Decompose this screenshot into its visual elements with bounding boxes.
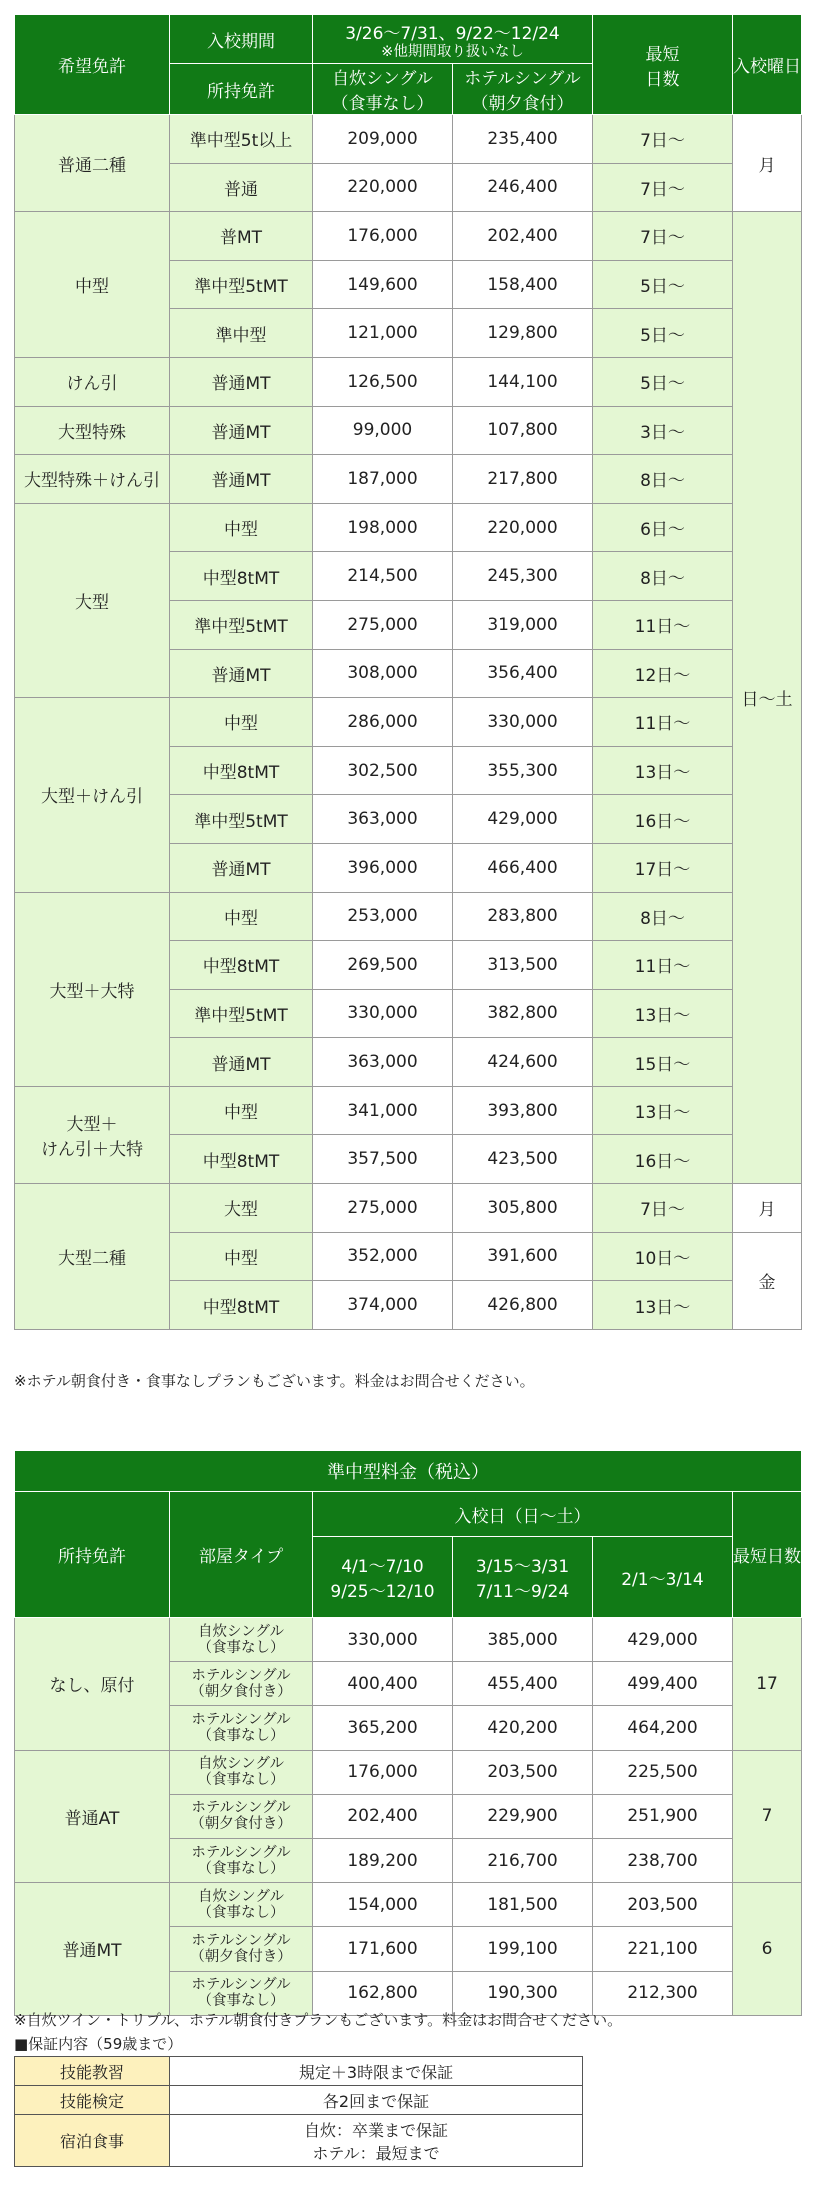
guarantee-value — [170, 2115, 583, 2167]
price-period-3: 464,200 — [593, 1706, 733, 1750]
price-period-1: 330,000 — [313, 1618, 453, 1662]
header-room-type: 部屋タイプ — [170, 1492, 313, 1618]
group-cell: 大型＋大特 — [15, 892, 170, 1086]
min-days-cell: 17日～ — [593, 843, 733, 892]
price-self-catering: 253,000 — [313, 892, 453, 941]
period1-line1: 4/1～7/10 — [341, 1557, 424, 1577]
header-period-2 — [453, 1537, 593, 1618]
held-license-cell: 準中型5t以上 — [170, 115, 313, 164]
entry-period-note: ※他期間取り扱いなし — [381, 43, 524, 60]
entry-day-cell: 日～土 — [733, 212, 802, 1184]
price-self-catering: 209,000 — [313, 115, 453, 164]
group-cell: 大型特殊 — [15, 406, 170, 455]
min-days-cell: 10日～ — [593, 1232, 733, 1281]
price-hotel: 313,500 — [453, 941, 593, 990]
price-hotel: 246,400 — [453, 163, 593, 212]
group-cell: けん引 — [15, 357, 170, 406]
price-self-catering: 176,000 — [313, 212, 453, 261]
group-cell — [15, 1086, 170, 1183]
price-self-catering: 121,000 — [313, 309, 453, 358]
period2-line1: 3/15～3/31 — [475, 1557, 570, 1577]
guarantee-table — [14, 2056, 583, 2167]
room-type-cell — [170, 1927, 313, 1971]
held-license-cell: 中型8tMT — [170, 1281, 313, 1330]
header-entry-period — [313, 15, 593, 64]
price-period-2: 181,500 — [453, 1883, 593, 1927]
price-self-catering: 149,600 — [313, 260, 453, 309]
price-hotel: 245,300 — [453, 552, 593, 601]
group-cell: 大型特殊＋けん引 — [15, 455, 170, 504]
price-period-1: 162,800 — [313, 1971, 453, 2015]
held-license-cell: 大型 — [170, 1184, 313, 1233]
plan2-line2: （朝夕食付） — [471, 94, 574, 114]
held-license-cell: 中型8tMT — [170, 552, 313, 601]
held-license-cell: 準中型5tMT — [170, 989, 313, 1038]
header-entry-day: 入校曜日 — [733, 15, 802, 115]
held-license-cell: 準中型5tMT — [170, 260, 313, 309]
header-desired-license: 希望免許 — [15, 15, 170, 115]
price-self-catering: 308,000 — [313, 649, 453, 698]
room-type-line2: （朝夕食付き） — [190, 1683, 292, 1700]
held-license-cell: 中型 — [170, 698, 313, 747]
price-period-1: 154,000 — [313, 1883, 453, 1927]
price-period-3: 499,400 — [593, 1662, 733, 1706]
price-hotel: 158,400 — [453, 260, 593, 309]
group-name-line2: けん引＋大特 — [41, 1139, 143, 1160]
price-period-3: 251,900 — [593, 1794, 733, 1838]
price-self-catering: 198,000 — [313, 503, 453, 552]
held-license-cell: 普通MT — [170, 455, 313, 504]
price-self-catering: 275,000 — [313, 600, 453, 649]
price-period-2: 203,500 — [453, 1750, 593, 1794]
table2-note: ※自炊ツイン・トリプル、ホテル朝食付きプランもございます。料金はお問合せください。 — [14, 2011, 623, 2029]
held-license-cell: 普通 — [170, 163, 313, 212]
held-license-cell: 普通MT — [170, 843, 313, 892]
room-type-line1: 自炊シングル — [198, 1623, 284, 1640]
price-hotel: 330,000 — [453, 698, 593, 747]
price-hotel: 356,400 — [453, 649, 593, 698]
min-days-cell: 7日～ — [593, 163, 733, 212]
price-self-catering: 341,000 — [313, 1086, 453, 1135]
price-hotel: 466,400 — [453, 843, 593, 892]
price-hotel: 305,800 — [453, 1184, 593, 1233]
header-period-1 — [313, 1537, 453, 1618]
group-name-line1: 大型＋ — [66, 1114, 118, 1135]
period2-line2: 7/11～9/24 — [475, 1582, 570, 1602]
price-self-catering: 99,000 — [313, 406, 453, 455]
header-period-3: 2/1～3/14 — [593, 1537, 733, 1618]
held-license-cell: 中型8tMT — [170, 746, 313, 795]
price-hotel: 319,000 — [453, 600, 593, 649]
price-period-2: 199,100 — [453, 1927, 593, 1971]
min-days-cell: 12日～ — [593, 649, 733, 698]
min-days-cell: 17 — [733, 1618, 802, 1751]
price-hotel: 391,600 — [453, 1232, 593, 1281]
held-license-group: なし、原付 — [15, 1618, 170, 1751]
min-days-cell: 11日～ — [593, 600, 733, 649]
group-cell: 普通二種 — [15, 115, 170, 212]
entry-day-cell: 金 — [733, 1232, 802, 1329]
header-min-days — [593, 15, 733, 115]
group-cell: 大型二種 — [15, 1184, 170, 1330]
price-hotel: 107,800 — [453, 406, 593, 455]
held-license-cell: 中型8tMT — [170, 1135, 313, 1184]
min-days-cell: 13日～ — [593, 1086, 733, 1135]
guarantee-label: 技能検定 — [15, 2086, 170, 2115]
price-self-catering: 187,000 — [313, 455, 453, 504]
price-period-1: 400,400 — [313, 1662, 453, 1706]
room-type-line2: （食事なし） — [197, 1860, 285, 1877]
held-license-group: 普通AT — [15, 1750, 170, 1883]
price-period-3: 225,500 — [593, 1750, 733, 1794]
price-hotel: 202,400 — [453, 212, 593, 261]
min-days-cell: 13日～ — [593, 746, 733, 795]
min-days-cell: 5日～ — [593, 357, 733, 406]
room-type-line1: ホテルシングル — [191, 1932, 291, 1949]
held-license-cell: 普通MT — [170, 357, 313, 406]
plan1-line2: （食事なし） — [331, 94, 434, 114]
min-days-cell: 11日～ — [593, 698, 733, 747]
price-hotel: 144,100 — [453, 357, 593, 406]
held-license-group: 普通MT — [15, 1883, 170, 2016]
min-days-cell: 11日～ — [593, 941, 733, 990]
header-plan-hotel — [453, 64, 593, 115]
table2-title: 準中型料金（税込） — [15, 1451, 802, 1492]
price-self-catering: 330,000 — [313, 989, 453, 1038]
price-hotel: 283,800 — [453, 892, 593, 941]
room-type-line1: ホテルシングル — [191, 1800, 291, 1817]
price-period-3: 429,000 — [593, 1618, 733, 1662]
min-days-cell: 16日～ — [593, 1135, 733, 1184]
price-self-catering: 220,000 — [313, 163, 453, 212]
semi-medium-price-table — [14, 1450, 802, 2016]
price-period-3: 238,700 — [593, 1838, 733, 1882]
guarantee-value: 規定＋3時限まで保証 — [170, 2057, 583, 2086]
header-entry-period-label: 入校期間 — [170, 15, 313, 64]
price-period-2: 420,200 — [453, 1706, 593, 1750]
price-self-catering: 352,000 — [313, 1232, 453, 1281]
min-days-cell: 7日～ — [593, 212, 733, 261]
min-days-cell: 5日～ — [593, 260, 733, 309]
held-license-cell: 準中型5tMT — [170, 795, 313, 844]
period1-line2: 9/25～12/10 — [330, 1582, 435, 1602]
price-self-catering: 396,000 — [313, 843, 453, 892]
price-period-3: 212,300 — [593, 1971, 733, 2015]
room-type-line1: ホテルシングル — [191, 1711, 291, 1728]
price-hotel: 129,800 — [453, 309, 593, 358]
min-days-cell: 16日～ — [593, 795, 733, 844]
group-cell: 中型 — [15, 212, 170, 358]
group-cell: 大型 — [15, 503, 170, 697]
room-type-cell — [170, 1618, 313, 1662]
room-type-line2: （食事なし） — [197, 1904, 285, 1921]
min-days-cell: 13日～ — [593, 989, 733, 1038]
room-type-line1: 自炊シングル — [198, 1756, 284, 1773]
price-self-catering: 363,000 — [313, 795, 453, 844]
price-self-catering: 286,000 — [313, 698, 453, 747]
room-type-cell — [170, 1971, 313, 2015]
held-license-cell: 中型 — [170, 1086, 313, 1135]
price-period-3: 221,100 — [593, 1927, 733, 1971]
price-period-2: 455,400 — [453, 1662, 593, 1706]
room-type-line1: ホテルシングル — [191, 1667, 291, 1684]
price-self-catering: 357,500 — [313, 1135, 453, 1184]
held-license-cell: 普MT — [170, 212, 313, 261]
price-hotel: 423,500 — [453, 1135, 593, 1184]
room-type-cell — [170, 1838, 313, 1882]
guarantee-label: 宿泊食事 — [15, 2115, 170, 2167]
price-self-catering: 126,500 — [313, 357, 453, 406]
price-period-3: 203,500 — [593, 1883, 733, 1927]
room-type-line2: （食事なし） — [197, 1639, 285, 1656]
min-days-line1: 最短 — [645, 44, 680, 65]
guarantee-label: 技能教習 — [15, 2057, 170, 2086]
held-license-cell: 中型8tMT — [170, 941, 313, 990]
header-entry-days: 入校日（日～土） — [313, 1492, 733, 1537]
min-days-cell: 7 — [733, 1750, 802, 1883]
guarantee-value-line1: 自炊：卒業まで保証 — [303, 2120, 448, 2140]
held-license-cell: 中型 — [170, 503, 313, 552]
min-days-cell: 6 — [733, 1883, 802, 2016]
room-type-line2: （食事なし） — [197, 1727, 285, 1744]
entry-day-cell: 月 — [733, 1184, 802, 1233]
license-price-table — [14, 14, 802, 1330]
price-self-catering: 302,500 — [313, 746, 453, 795]
min-days-cell: 8日～ — [593, 552, 733, 601]
min-days-cell: 15日～ — [593, 1038, 733, 1087]
price-hotel: 393,800 — [453, 1086, 593, 1135]
header-held-license: 所持免許 — [170, 64, 313, 115]
room-type-line2: （朝夕食付き） — [190, 1948, 292, 1965]
price-hotel: 355,300 — [453, 746, 593, 795]
held-license-cell: 準中型5tMT — [170, 600, 313, 649]
held-license-cell: 中型 — [170, 892, 313, 941]
room-type-cell — [170, 1794, 313, 1838]
price-period-2: 229,900 — [453, 1794, 593, 1838]
room-type-line1: 自炊シングル — [198, 1888, 284, 1905]
price-hotel: 217,800 — [453, 455, 593, 504]
price-period-1: 202,400 — [313, 1794, 453, 1838]
min-days-cell: 13日～ — [593, 1281, 733, 1330]
held-license-cell: 普通MT — [170, 406, 313, 455]
table1-note: ※ホテル朝食付き・食事なしプランもございます。料金はお問合せください。 — [14, 1372, 535, 1390]
price-hotel: 429,000 — [453, 795, 593, 844]
header-min-days: 最短日数 — [733, 1492, 802, 1618]
guarantee-value-line2: ホテル：最短まで — [312, 2143, 440, 2163]
guarantee-title: ■保証内容（59歳まで） — [14, 2035, 183, 2053]
room-type-line1: ホテルシングル — [191, 1977, 291, 1994]
price-hotel: 426,800 — [453, 1281, 593, 1330]
room-type-cell — [170, 1883, 313, 1927]
min-days-cell: 6日～ — [593, 503, 733, 552]
room-type-line2: （朝夕食付き） — [190, 1816, 292, 1833]
min-days-cell: 3日～ — [593, 406, 733, 455]
price-hotel: 424,600 — [453, 1038, 593, 1087]
header-plan-self-catering — [313, 64, 453, 115]
header-held-license: 所持免許 — [15, 1492, 170, 1618]
price-self-catering: 363,000 — [313, 1038, 453, 1087]
price-period-1: 189,200 — [313, 1838, 453, 1882]
room-type-cell — [170, 1706, 313, 1750]
room-type-line2: （食事なし） — [197, 1993, 285, 2010]
min-days-cell: 8日～ — [593, 892, 733, 941]
entry-day-cell: 月 — [733, 115, 802, 212]
price-self-catering: 214,500 — [313, 552, 453, 601]
price-period-1: 176,000 — [313, 1750, 453, 1794]
plan2-line1: ホテルシングル — [464, 69, 581, 89]
price-period-2: 190,300 — [453, 1971, 593, 2015]
price-hotel: 235,400 — [453, 115, 593, 164]
price-period-2: 385,000 — [453, 1618, 593, 1662]
price-period-1: 171,600 — [313, 1927, 453, 1971]
held-license-cell: 準中型 — [170, 309, 313, 358]
min-days-line2: 日数 — [645, 69, 680, 90]
min-days-cell: 7日～ — [593, 115, 733, 164]
room-type-line1: ホテルシングル — [191, 1844, 291, 1861]
room-type-line2: （食事なし） — [197, 1772, 285, 1789]
price-hotel: 382,800 — [453, 989, 593, 1038]
price-period-2: 216,700 — [453, 1838, 593, 1882]
guarantee-value: 各2回まで保証 — [170, 2086, 583, 2115]
price-hotel: 220,000 — [453, 503, 593, 552]
min-days-cell: 5日～ — [593, 309, 733, 358]
group-cell: 大型＋けん引 — [15, 698, 170, 892]
price-self-catering: 275,000 — [313, 1184, 453, 1233]
held-license-cell: 普通MT — [170, 1038, 313, 1087]
held-license-cell: 中型 — [170, 1232, 313, 1281]
price-self-catering: 269,500 — [313, 941, 453, 990]
entry-period-text: 3/26～7/31、9/22～12/24 — [345, 23, 560, 44]
price-self-catering: 374,000 — [313, 1281, 453, 1330]
price-period-1: 365,200 — [313, 1706, 453, 1750]
plan1-line1: 自炊シングル — [332, 69, 433, 89]
min-days-cell: 7日～ — [593, 1184, 733, 1233]
room-type-cell — [170, 1662, 313, 1706]
room-type-cell — [170, 1750, 313, 1794]
held-license-cell: 普通MT — [170, 649, 313, 698]
min-days-cell: 8日～ — [593, 455, 733, 504]
